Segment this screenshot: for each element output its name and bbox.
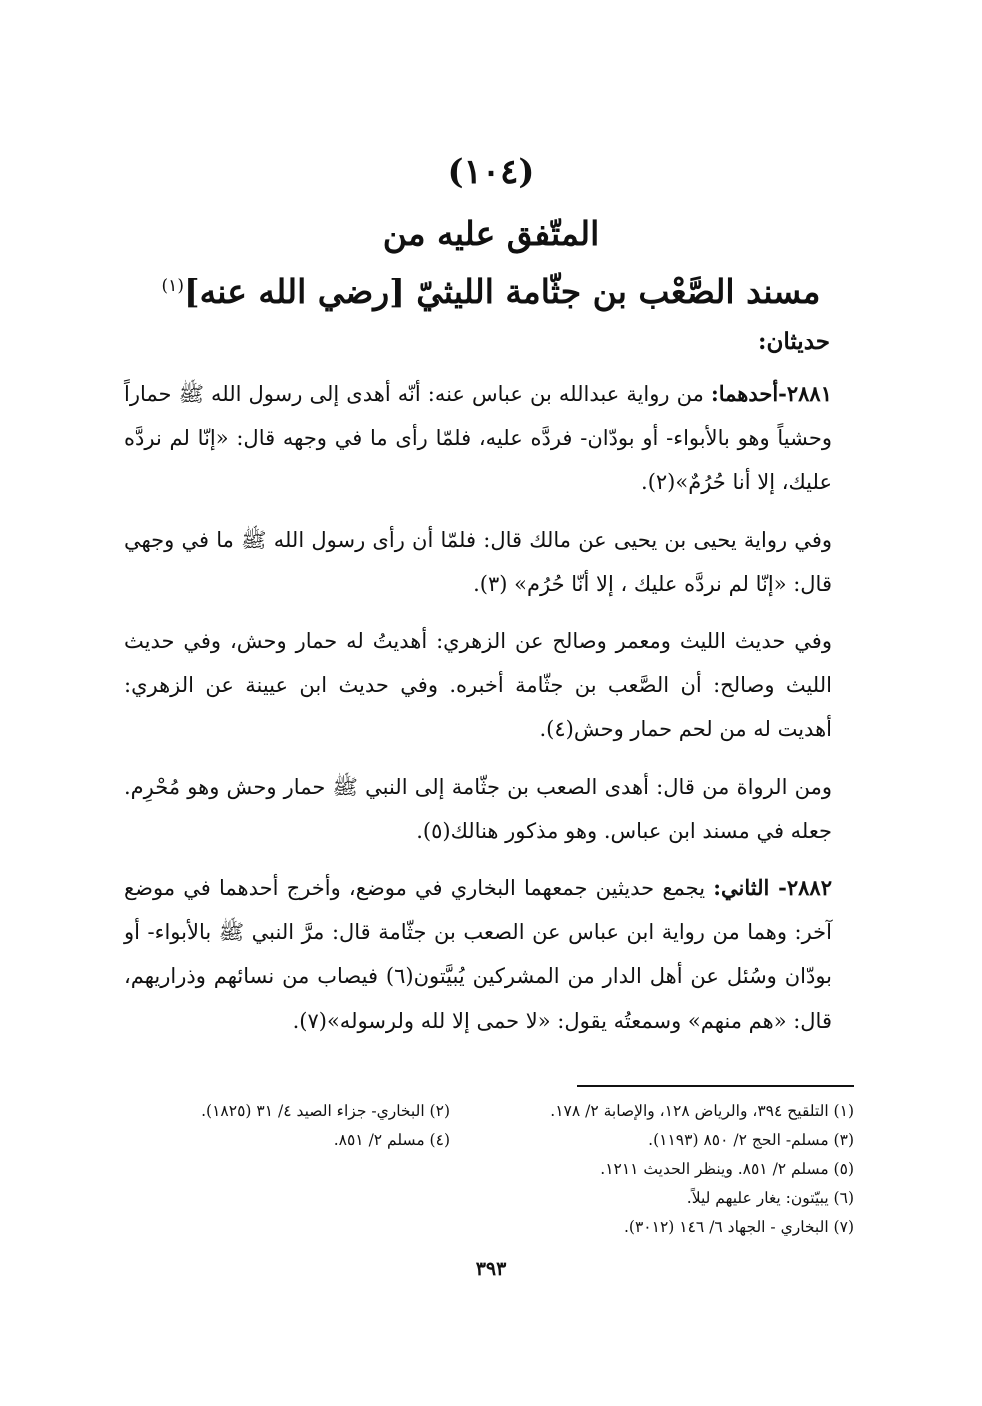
chapter-title-text: مسند الصَّعْب بن جثّامة الليثيّ [رضي الله عنه] <box>183 272 821 311</box>
paragraph-text: يجمع حديثين جمعهما البخاري في موضع، وأخرج أحدهما في موضع آخر: وهما من رواية ابن عباس عن الصعب بن جثّامة قال: مرَّ النبي ﷺ بالأبواء- أو بودّان وسُئل عن أهل الدار من المشركين يُبيَّتون(٦) فيصاب من نسائهم وذراريهم، قال: «هم منهم» وسمعتُه يقول: «لا حمى إلا لله ولرسوله»(٧). <box>124 876 833 1033</box>
footnote-divider <box>577 1085 854 1087</box>
paragraph-hadith-2881 <box>124 372 832 505</box>
paragraph-text: وفي رواية يحيى بن يحيى عن مالك قال: فلمّا أن رأى رسول الله ﷺ ما في وجهي قال: «إنّا لم نردَّه عليك ، إلا أنّا حُرُم» (٣). <box>124 527 832 596</box>
chapter-number: (١٠٤) <box>447 152 535 192</box>
body-text <box>124 372 832 1056</box>
paragraph-text: ومن الرواة من قال: أهدى الصعب بن جثّامة إلى النبي ﷺ حمار وحش وهو مُحْرِم. جعله في مسند ابن عباس. وهو مذكور هنالك(٥). <box>124 774 832 843</box>
footnotes-left-column <box>130 1097 450 1155</box>
paragraph-text: وفي حديث الليث ومعمر وصالح عن الزهري: أهديتُ له حمار وحش، وفي حديث الليث وصالح: أن الصَّعب بن جثّامة أخبره. وفي حديث ابن عيينة عن الزهري: أهديت له من لحم حمار وحش(٤). <box>124 629 832 742</box>
chapter-title-line1: المتّفق عليه من <box>382 214 600 253</box>
footnote-2: (٢) البخاري- جزاء الصيد ٤/ ٣١ (١٨٢٥). <box>201 1102 450 1120</box>
chapter-title-line2 <box>0 272 982 311</box>
paragraph-narrators-note <box>124 765 832 853</box>
section-subheading: حديثان: <box>757 328 830 355</box>
paragraph-hadith-2882 <box>124 866 832 1043</box>
footnote-6: (٦) يبيّتون: يغار عليهم ليلاً. <box>686 1189 854 1207</box>
hadith-number-label: ٢٨٨٢- الثاني: <box>713 875 832 901</box>
footnote-3: (٣) مسلم- الحج ٢/ ٨٥٠ (١١٩٣). <box>648 1131 854 1149</box>
title-footnote-marker: (١) <box>161 276 184 296</box>
footnotes-right-column <box>474 1097 854 1242</box>
footnote-5: (٥) مسلم ٢/ ٨٥١. وينظر الحديث ١٢١١. <box>600 1160 854 1178</box>
footnote-4: (٤) مسلم ٢/ ٨٥١. <box>333 1131 450 1149</box>
paragraph-layth-narration <box>124 619 832 752</box>
footnote-7: (٧) البخاري - الجهاد ٦/ ١٤٦ (٣٠١٢). <box>624 1218 854 1236</box>
paragraph-text: من رواية عبدالله بن عباس عنه: أنّه أهدى إلى رسول الله ﷺ حماراً وحشياً وهو بالأبواء- أو بودّان- فردَّه عليه، فلمّا رأى ما في وجهه قال: «إنّا لم نردَّه عليك، إلا أنا حُرُمٌ»(٢). <box>124 382 832 495</box>
footnote-1: (١) التلقيح ٣٩٤، والرياض ١٢٨، والإصابة ٢/ ١٧٨. <box>550 1102 854 1120</box>
paragraph-yahya-narration <box>124 518 832 606</box>
page-number: ٣٩٣ <box>475 1258 507 1280</box>
hadith-number-label: ٢٨٨١-أحدهما: <box>710 381 832 406</box>
